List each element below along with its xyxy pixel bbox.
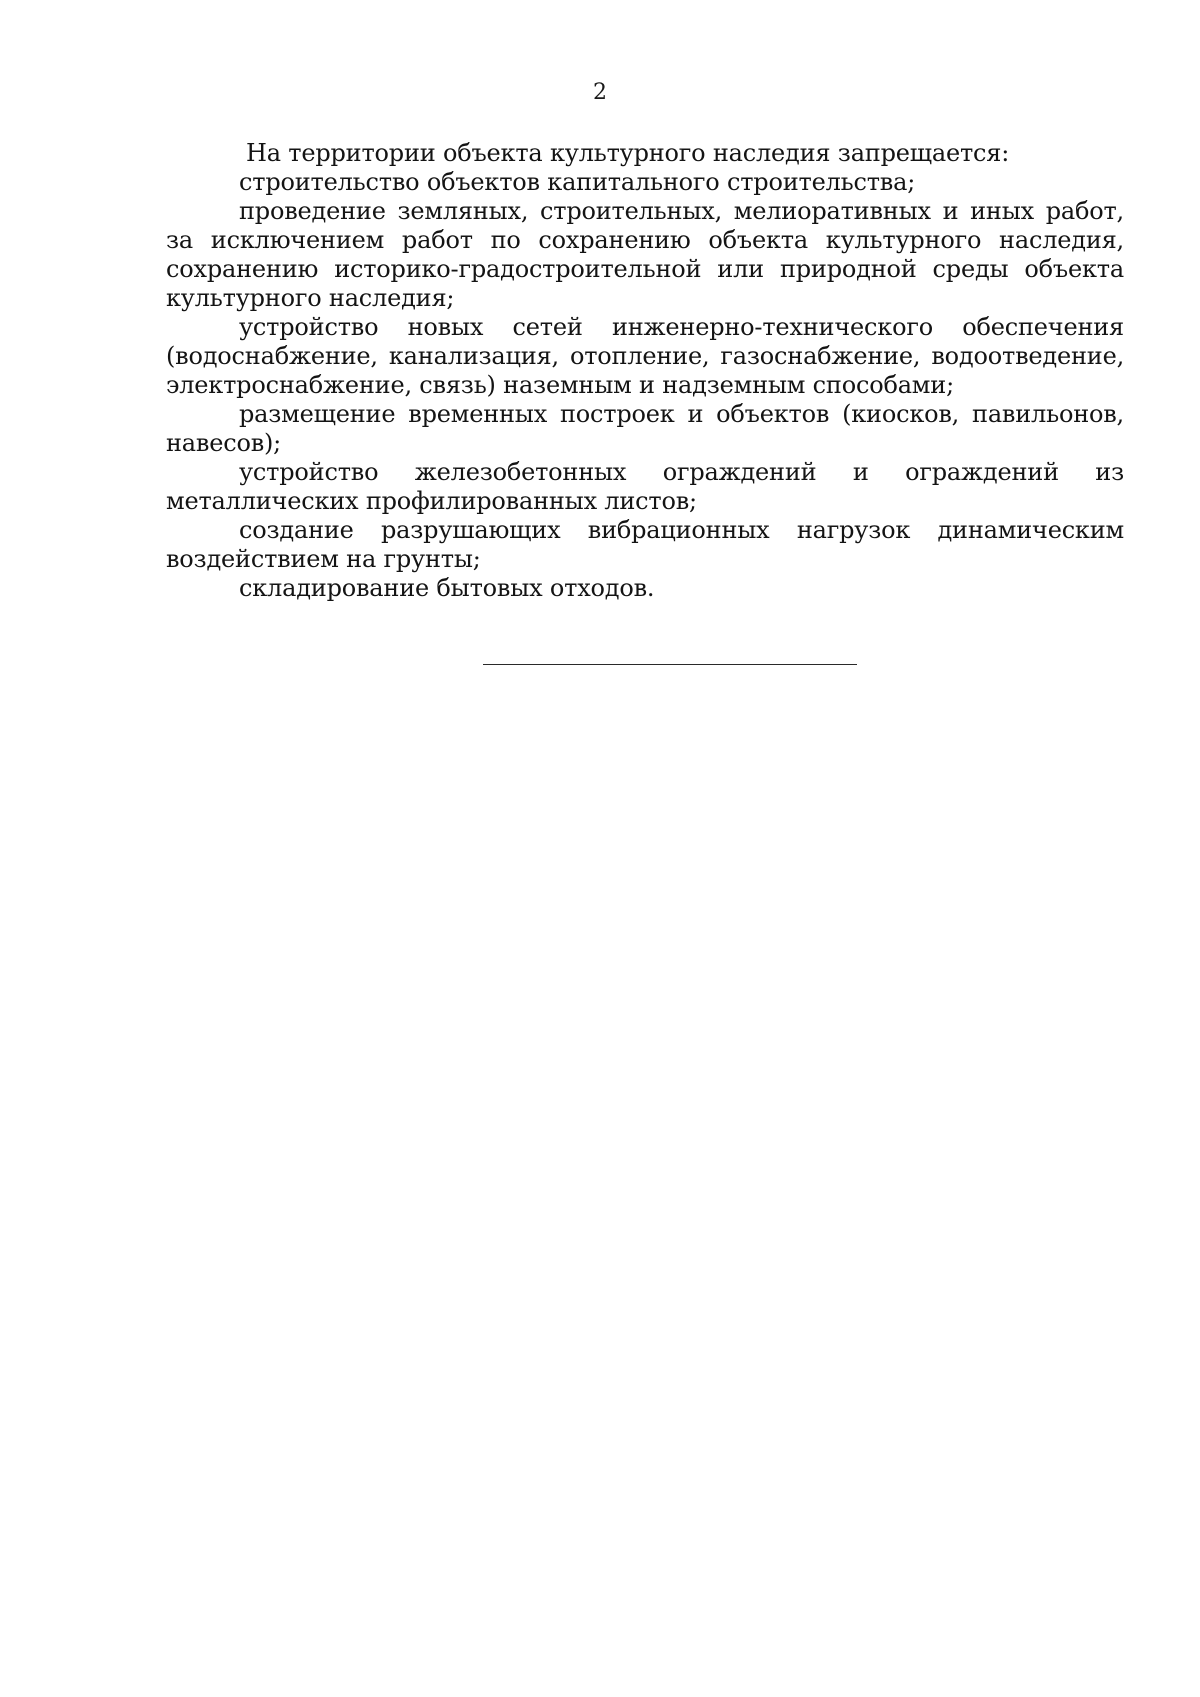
prohibition-item: складирование бытовых отходов. <box>239 574 655 602</box>
closing-divider <box>483 664 857 665</box>
prohibition-item: устройство железобетонных ограждений и ограждений из металлических профилированных листов; <box>166 458 1124 515</box>
prohibition-item: проведение земляных, строительных, мелиоративных и иных работ, за исключением работ по сохранению объекта культурного наследия, сохранению историко-градостроительной или природной среды объекта культурного наследия; <box>166 197 1124 312</box>
prohibition-item: создание разрушающих вибрационных нагрузок динамическим воздействием на грунты; <box>166 516 1124 573</box>
prohibition-item: строительство объектов капитального строительства; <box>239 168 916 196</box>
prohibition-item: размещение временных построек и объектов (киосков, павильонов, навесов); <box>166 400 1124 457</box>
document-body <box>166 139 1124 603</box>
intro-paragraph: На территории объекта культурного наследия запрещается: <box>246 139 1010 167</box>
page-number: 2 <box>593 80 607 105</box>
prohibition-item: устройство новых сетей инженерно-технического обеспечения (водоснабжение, канализация, отопление, газоснабжение, водоотведение, электроснабжение, связь) наземным и надземным способами; <box>166 313 1124 399</box>
